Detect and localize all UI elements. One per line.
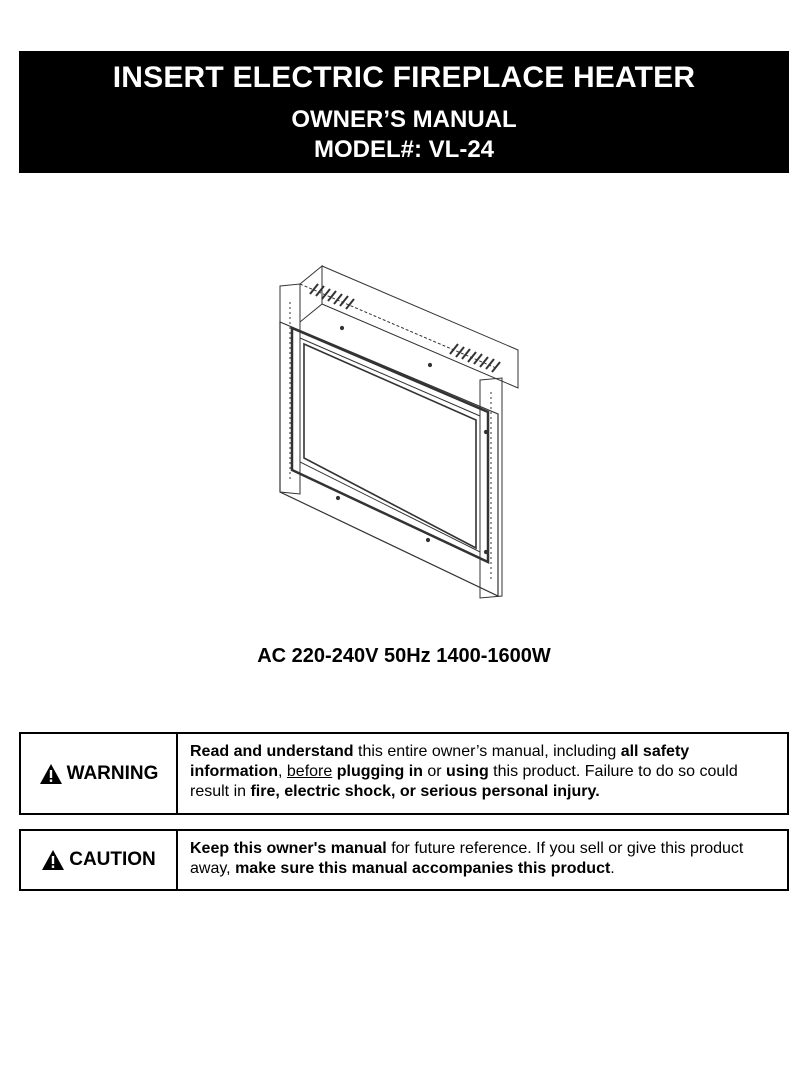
warning-text-4: ,	[278, 763, 287, 780]
title-banner	[19, 51, 789, 173]
electrical-spec: AC 220-240V 50Hz 1400-1600W	[257, 645, 551, 667]
caution-text-bold-1: Keep this owner's manual	[190, 840, 387, 857]
caution-text-4: .	[610, 860, 615, 877]
warning-text-underline-5: before	[286, 763, 333, 780]
warning-text-bold-11: fire, electric shock, or serious personal injury.	[250, 783, 600, 800]
warning-text	[178, 734, 787, 813]
fireplace-insert-drawing	[270, 262, 532, 600]
warning-triangle-icon	[39, 763, 63, 785]
warning-text-bold-3: all safety information	[190, 743, 690, 780]
caution-label-text: CAUTION	[69, 849, 156, 870]
warning-text-10: this product. Failure to do so could result in	[190, 763, 738, 800]
caution-text	[178, 831, 787, 889]
warning-text-bold-1: Read and understand	[190, 743, 354, 760]
warning-text-2: this entire owner’s manual, including	[353, 743, 621, 760]
caution-box	[19, 829, 789, 891]
warning-text-bold-9: using	[446, 763, 489, 780]
model-number: MODEL#: VL-24	[313, 136, 495, 163]
warning-label	[21, 734, 178, 813]
document-subtitle: OWNER’S MANUAL	[291, 106, 517, 133]
caution-text-bold-3: make sure this manual accompanies this product	[235, 860, 611, 877]
warning-text-bold-7: plugging in	[336, 763, 423, 780]
warning-triangle-icon	[41, 849, 65, 871]
caution-label	[21, 831, 178, 889]
document-title: INSERT ELECTRIC FIREPLACE HEATER	[112, 61, 696, 94]
caution-text-2: for future reference. If you sell or give this product away,	[190, 840, 744, 877]
warning-label-text: WARNING	[66, 762, 159, 784]
warning-box	[19, 732, 789, 815]
warning-text-8: or	[422, 763, 447, 780]
